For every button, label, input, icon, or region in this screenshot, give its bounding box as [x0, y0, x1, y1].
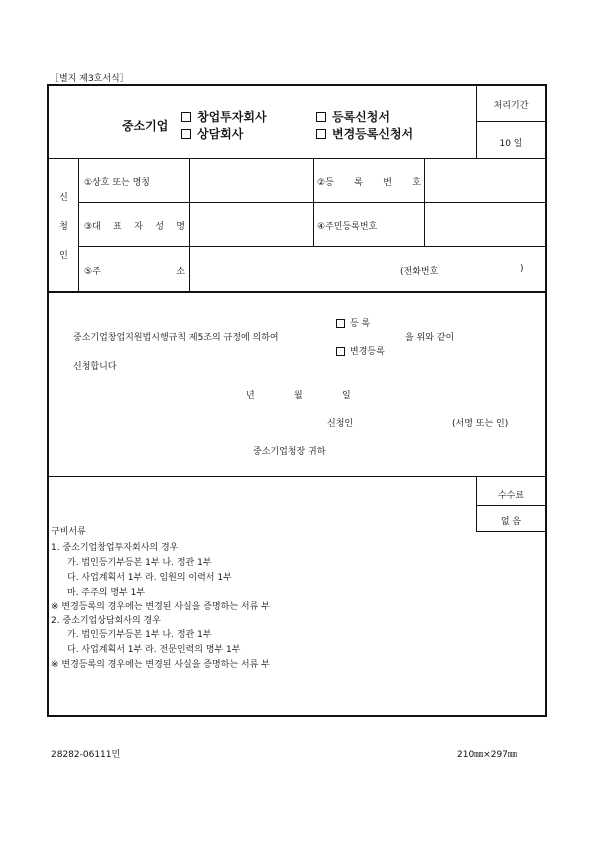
form-code: 28282-06111민 — [51, 750, 121, 760]
documents-heading: 구비서류 — [51, 527, 86, 537]
date-month-label: 월 — [294, 391, 303, 401]
statement-end: 신청합니다 — [73, 362, 117, 372]
date-year-label: 년 — [246, 391, 255, 401]
documents-line: 가. 법인등기부등본 1부 나. 정관 1부 — [67, 558, 212, 568]
option-register: 등 록 — [336, 316, 370, 329]
phone-close: ) — [520, 264, 524, 274]
documents-line: 다. 사업계획서 1부 라. 임원의 이력서 1부 — [67, 573, 232, 583]
addressee: 중소기업청장 귀하 — [253, 447, 326, 457]
applicant-section-label: 신 청 인 — [59, 192, 68, 261]
documents-note: ※ 변경등록의 경우에는 변경된 사실을 증명하는 서류 부 — [51, 602, 270, 612]
fee-mid-divider — [476, 505, 546, 506]
applicant-label-divider — [189, 158, 190, 292]
checkbox-change-register-form[interactable] — [316, 129, 326, 139]
applicant-mid-divider-2 — [424, 158, 425, 247]
registration-number-field[interactable] — [426, 160, 544, 201]
checkbox-change-register[interactable] — [336, 347, 345, 356]
title-option-startup: 창업투자회사 — [181, 108, 267, 125]
resident-number-label: ④주민등록번호 — [317, 222, 378, 232]
phone-label: (전화번호 — [400, 267, 439, 277]
body-bottom-divider — [47, 476, 547, 477]
documents-line: 다. 사업계획서 1부 라. 전문인력의 명부 1부 — [67, 645, 241, 655]
outer-border-bottom — [47, 715, 547, 717]
address-field[interactable] — [191, 248, 381, 290]
documents-line: 2. 중소기업상담회사의 경우 — [51, 616, 161, 626]
date-day-label: 일 — [342, 391, 351, 401]
checkbox-startup[interactable] — [181, 112, 191, 122]
title-option-consulting: 상담회사 — [181, 125, 243, 142]
applicant-mid-divider — [313, 158, 314, 247]
applicant-bottom-divider — [47, 291, 547, 293]
phone-field[interactable] — [452, 250, 516, 288]
fee-value: 없 음 — [500, 517, 522, 527]
registration-number-label: ②등 록 번 호 — [317, 178, 421, 188]
address-label: ⑤주 소 — [84, 267, 185, 277]
option-change: 변경등록 — [336, 344, 385, 357]
documents-note: ※ 변경등록의 경우에는 변경된 사실을 증명하는 서류 부 — [51, 660, 270, 670]
title-option-register: 등록신청서 — [316, 108, 390, 125]
documents-line: 가. 법인등기부등본 1부 나. 정관 1부 — [67, 630, 212, 640]
resident-number-field[interactable] — [426, 204, 544, 245]
paper-size: 210㎜×297㎜ — [457, 750, 517, 760]
statement-prefix: 중소기업창업지원법시행규칙 제5조의 규정에 의하여 — [73, 333, 279, 343]
form-number: ［별지 제3호서식］ — [50, 74, 129, 84]
fee-label: 수수료 — [497, 491, 525, 501]
outer-border-top — [47, 84, 547, 86]
checkbox-register[interactable] — [336, 319, 345, 328]
documents-line: 마. 주주의 명부 1부 — [67, 588, 146, 598]
title-main: 중소기업 — [122, 119, 169, 133]
processing-period-label: 처리기간 — [493, 101, 529, 111]
company-name-label: ①상호 또는 명칭 — [84, 178, 150, 188]
documents-line: 1. 중소기업창업투자회사의 경우 — [51, 543, 179, 553]
checkbox-register-form[interactable] — [316, 112, 326, 122]
applicant-sign-label: 신청인 — [327, 419, 354, 429]
processing-mid-divider — [476, 121, 546, 122]
signature-label: (서명 또는 인) — [452, 419, 509, 429]
checkbox-consulting[interactable] — [181, 129, 191, 139]
representative-name-label: ③대 표 자 성 명 — [84, 222, 185, 232]
title-option-change-register: 변경등록신청서 — [316, 125, 413, 142]
applicant-col-divider — [78, 158, 79, 292]
fee-bottom-divider — [476, 531, 546, 532]
processing-period-value: 10 일 — [499, 139, 523, 149]
company-name-field[interactable] — [191, 160, 312, 201]
representative-name-field[interactable] — [191, 204, 312, 245]
outer-border-right — [545, 84, 547, 717]
title-row-divider — [47, 158, 547, 159]
statement-suffix: 을 위와 같이 — [405, 333, 455, 343]
